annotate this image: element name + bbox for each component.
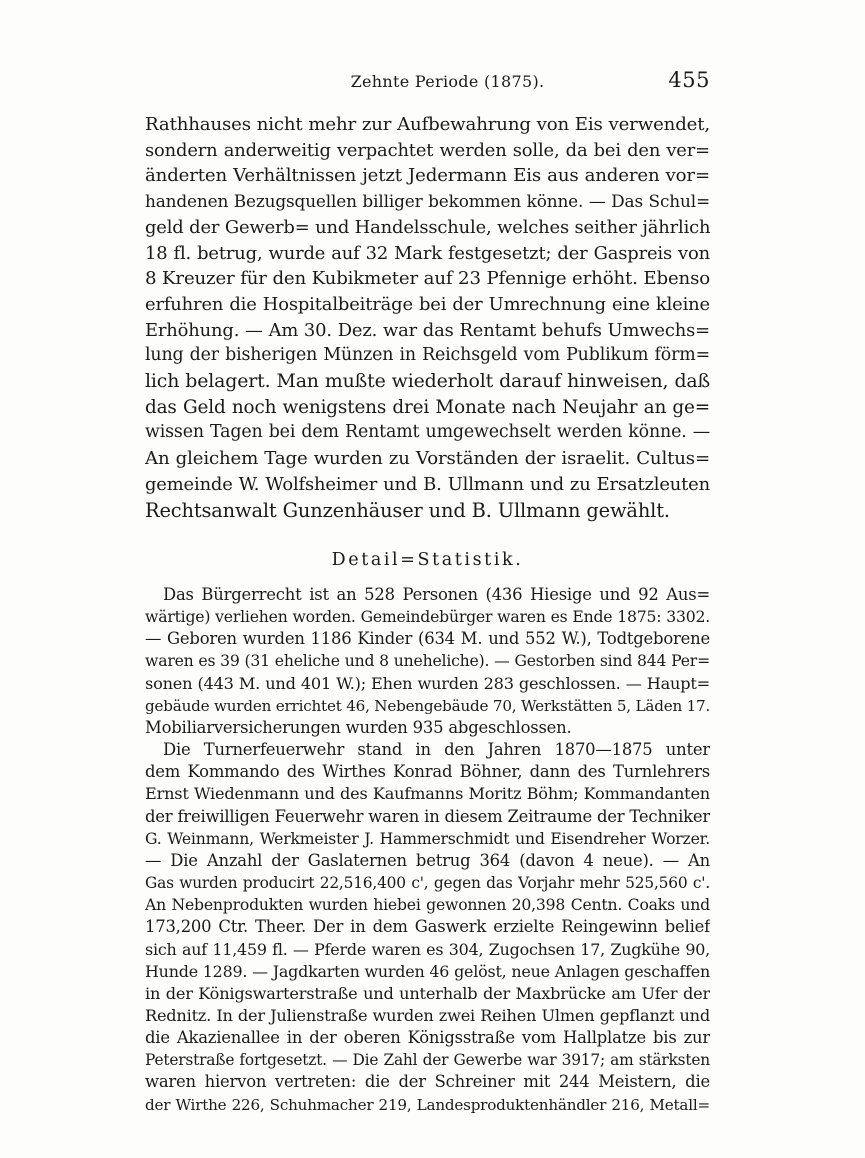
statistics-paragraphs <box>145 584 710 1116</box>
text-line: waren hiervon vertreten: die der Schreiner mit 244 Meistern, die <box>145 1072 710 1092</box>
text-line: Ernst Wiedenmann und des Kaufmanns Moritz Böhm; Kommandanten <box>145 784 710 804</box>
text-line: 8 Kreuzer für den Kubikmeter auf 23 Pfennige erhöht. Ebenso <box>145 268 710 290</box>
text-line: Rechtsanwalt Gunzenhäuser und B. Ullmann gewählt. <box>145 498 670 522</box>
section-heading: Detail=Statistik. <box>331 550 524 570</box>
running-head: Zehnte Periode (1875). <box>350 72 545 91</box>
intro-paragraph <box>145 112 710 523</box>
text-line: geld der Gewerb= und Handelsschule, welches seither jährlich <box>145 216 710 238</box>
text-line: Das Bürgerrecht ist an 528 Personen (436 Hiesige und 92 Aus= <box>163 585 710 604</box>
text-line: in der Königswarterstraße und unterhalb der Maxbrücke am Ufer der <box>145 983 710 1003</box>
text-line: lich belagert. Man mußte wiederholt darauf hinweisen, daß <box>145 370 710 393</box>
text-line: sich auf 11,459 fl. — Pferde waren es 304, Zugochsen 17, Zugkühe 90, <box>145 939 710 959</box>
text-line: der Wirthe 226, Schuhmacher 219, Landesproduktenhändler 216, Metall= <box>145 1095 710 1114</box>
text-line: Rathhauses nicht mehr zur Aufbewahrung von Eis verwendet, <box>145 114 710 135</box>
page-number: 455 <box>668 68 710 92</box>
text-line: — Geboren wurden 1186 Kinder (634 M. und 552 W.), Todtgeborene <box>145 629 710 649</box>
text-line: Die Turnerfeuerwehr stand in den Jahren 1870—1875 unter <box>163 740 710 760</box>
text-line: die Akazienallee in der oberen Königsstraße vom Hallplatze bis zur <box>145 1028 710 1048</box>
text-line: der freiwilligen Feuerwehr waren in diesem Zeitraume der Techniker <box>145 806 710 826</box>
text-line: An gleichem Tage wurden zu Vorständen der israelit. Cultus= <box>145 448 710 470</box>
text-line: wärtige) verliehen worden. Gemeindebürger waren es Ende 1875: 3302. <box>145 607 710 627</box>
text-line: änderten Verhältnissen jetzt Jedermann Eis aus anderen vor= <box>145 165 710 187</box>
text-line: Erhöhung. — Am 30. Dez. war das Rentamt behufs Umwechs= <box>145 319 710 341</box>
text-line: handenen Bezugsquellen billiger bekommen könne. — Das Schul= <box>145 191 710 212</box>
text-line: Rednitz. In der Julienstraße wurden zwei Reihen Ulmen gepflanzt und <box>145 1005 710 1025</box>
text-line: gebäude wurden errichtet 46, Nebengebäude 70, Werkstätten 5, Läden 17. <box>145 696 710 715</box>
text-line: — Die Anzahl der Gaslaternen betrug 364 (davon 4 neue). — An <box>145 850 710 870</box>
text-line: gemeinde W. Wolfsheimer und B. Ullmann und zu Ersatzleuten <box>145 473 710 495</box>
page-header <box>145 68 710 100</box>
text-line: 173,200 Ctr. Theer. Der in dem Gaswerk erzielte Reingewinn belief <box>145 917 710 937</box>
text-line: lung der bisherigen Münzen in Reichsgeld vom Publikum förm= <box>145 345 710 366</box>
text-line: wissen Tagen bei dem Rentamt umgewechselt werden könne. — <box>145 422 710 443</box>
text-line: waren es 39 (31 eheliche und 8 uneheliche). — Gestorben sind 844 Per= <box>145 651 710 671</box>
text-line: 18 fl. betrug, wurde auf 32 Mark festgesetzt; der Gaspreis von <box>145 242 710 264</box>
text-line: G. Weinmann, Werkmeister J. Hammerschmidt und Eisendreher Worzer. <box>145 828 710 848</box>
text-line: sonen (443 M. und 401 W.); Ehen wurden 283 geschlossen. — Haupt= <box>145 673 710 693</box>
text-line: erfuhren die Hospitalbeiträge bei der Umrechnung eine kleine <box>145 293 710 315</box>
text-line: sondern anderweitig verpachtet werden solle, da bei den ver= <box>145 139 710 161</box>
text-line: dem Kommando des Wirthes Konrad Böhner, dann des Turnlehrers <box>145 762 710 782</box>
text-line: das Geld noch wenigstens drei Monate nach Neujahr an ge= <box>145 396 710 418</box>
text-line: Mobiliarversicherungen wurden 935 abgeschlossen. <box>145 717 572 737</box>
text-line: An Nebenprodukten wurden hiebei gewonnen 20,398 Centn. Coaks und <box>145 895 710 915</box>
text-line: Hunde 1289. — Jagdkarten wurden 46 gelöst, neue Anlagen geschaffen <box>145 961 710 981</box>
text-line: Gas wurden producirt 22,516,400 c', gegen das Vorjahr mehr 525,560 c'. <box>145 874 710 893</box>
text-line: Peterstraße fortgesetzt. — Die Zahl der Gewerbe war 3917; am stärksten <box>145 1051 710 1070</box>
